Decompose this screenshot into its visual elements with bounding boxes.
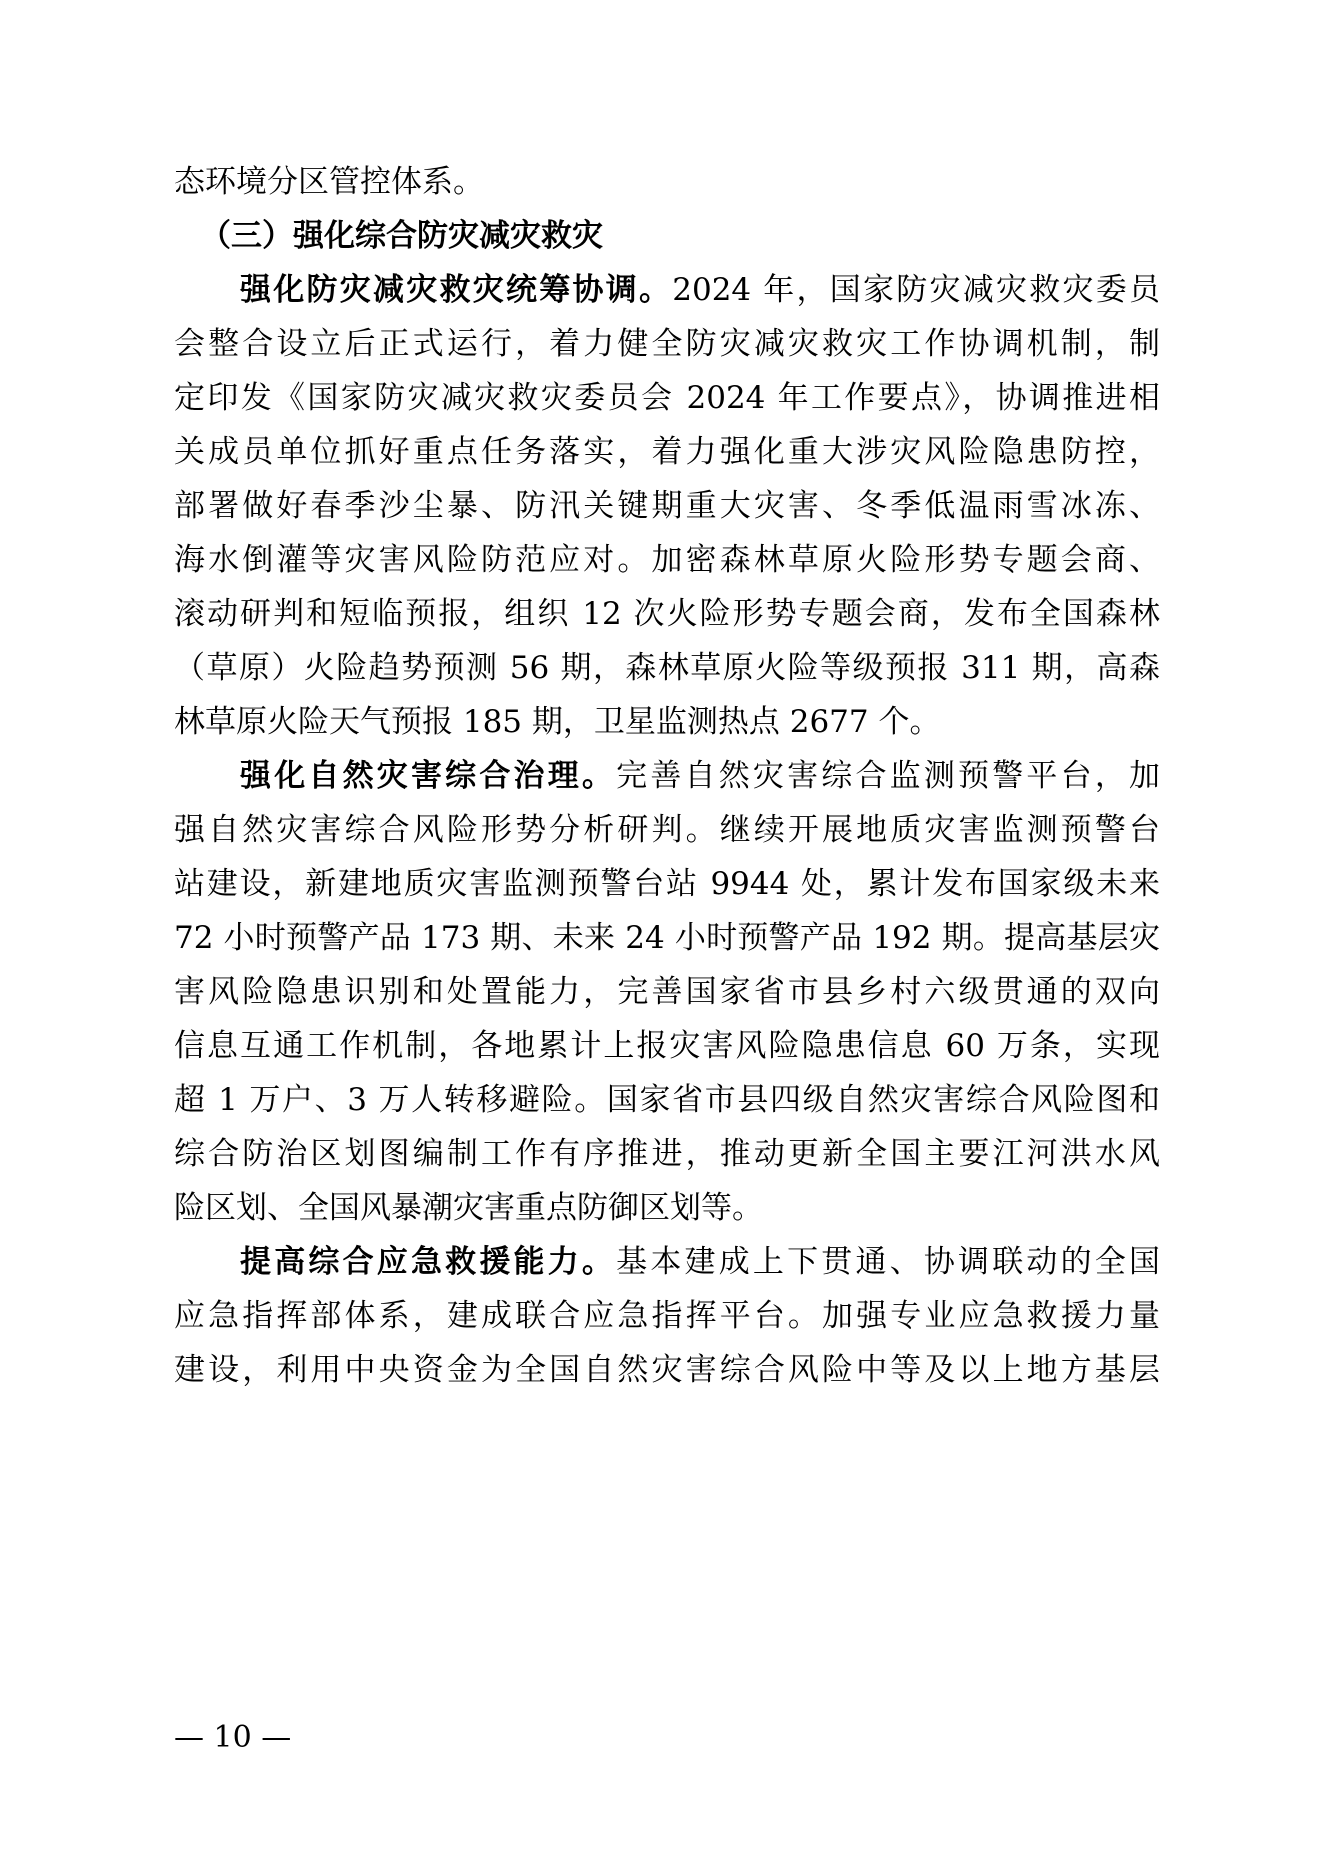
text-line: 关成员单位抓好重点任务落实，着力强化重大涉灾风险隐患防控，: [174, 434, 1160, 470]
text-line: 险区划、全国风暴潮灾害重点防御区划等。: [174, 1190, 763, 1226]
paragraph-lead: 强化自然灾害综合治理。: [240, 758, 617, 794]
text-line: 部署做好春季沙尘暴、防汛关键期重大灾害、冬季低温雨雪冰冻、: [174, 488, 1160, 524]
text-line: 超 1 万户、3 万人转移避险。国家省市县四级自然灾害综合风险图和: [174, 1082, 1160, 1118]
text-line: 林草原火险天气预报 185 期，卫星监测热点 2677 个。: [174, 704, 941, 740]
page-number: — 10 —: [174, 1720, 292, 1755]
text-line: 海水倒灌等灾害风险防范应对。加密森林草原火险形势专题会商、: [174, 542, 1160, 578]
paragraph-lead: 提高综合应急救援能力。: [240, 1244, 617, 1280]
text-line: 害风险隐患识别和处置能力，完善国家省市县乡村六级贯通的双向: [174, 974, 1160, 1010]
paragraph-first-line: [240, 1242, 1160, 1282]
text-line: 站建设，新建地质灾害监测预警台站 9944 处，累计发布国家级未来: [174, 866, 1160, 902]
paragraph-lead: 强化防灾减灾救灾统筹协调。: [240, 272, 673, 308]
paragraph-text: 2024 年，国家防灾减灾救灾委员: [672, 272, 1160, 308]
text-line: 信息互通工作机制，各地累计上报灾害风险隐患信息 60 万条，实现: [174, 1028, 1160, 1064]
text-line: 态环境分区管控体系。: [174, 164, 484, 200]
text-line: 应急指挥部体系，建成联合应急指挥平台。加强专业应急救援力量: [174, 1298, 1160, 1334]
text-line: 综合防治区划图编制工作有序推进，推动更新全国主要江河洪水风: [174, 1136, 1160, 1172]
paragraph-first-line: [240, 270, 1160, 310]
text-line: 定印发《国家防灾减灾救灾委员会 2024 年工作要点》，协调推进相: [174, 380, 1160, 416]
paragraph-text: 基本建成上下贯通、协调联动的全国: [616, 1244, 1161, 1280]
paragraph-text: 完善自然灾害综合监测预警平台，加: [616, 758, 1161, 794]
text-line: 建设，利用中央资金为全国自然灾害综合风险中等及以上地方基层: [174, 1352, 1160, 1388]
section-heading: （三）强化综合防灾减灾救灾: [200, 218, 603, 254]
text-line: 滚动研判和短临预报，组织 12 次火险形势专题会商，发布全国森林: [174, 596, 1160, 632]
text-line: 72 小时预警产品 173 期、未来 24 小时预警产品 192 期。提高基层灾: [174, 920, 1160, 956]
text-line: （草原）火险趋势预测 56 期，森林草原火险等级预报 311 期，高森: [174, 650, 1160, 686]
text-line: 会整合设立后正式运行，着力健全防灾减灾救灾工作协调机制，制: [174, 326, 1160, 362]
paragraph-first-line: [240, 756, 1160, 796]
text-line: 强自然灾害综合风险形势分析研判。继续开展地质灾害监测预警台: [174, 812, 1160, 848]
